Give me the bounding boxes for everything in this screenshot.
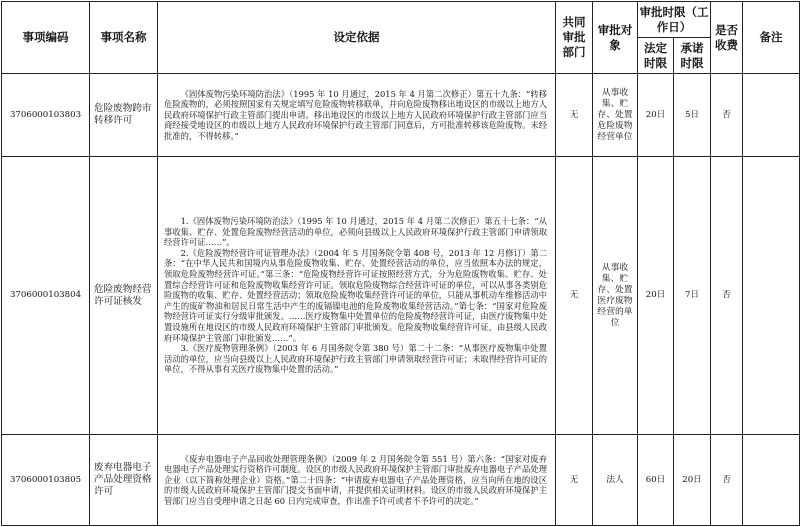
- row-code: 3706000103805: [2, 435, 90, 526]
- row-code: 3706000103804: [2, 157, 90, 435]
- header-joint-dept: 共同审批部门: [556, 2, 593, 74]
- row-remark: [743, 435, 800, 526]
- row-legal-limit: 20日: [638, 74, 674, 157]
- row-promised-limit: 7日: [674, 157, 711, 435]
- header-name: 事项名称: [90, 2, 158, 74]
- header-basis: 设定依据: [158, 2, 556, 74]
- approval-items-table: [1, 1, 800, 526]
- row-fee: 否: [711, 74, 743, 157]
- row-name: 危险废物经营许可证核发: [90, 157, 158, 435]
- header-time-limit: 审批时限（工作日）: [638, 2, 711, 38]
- row-basis: [158, 74, 556, 157]
- row-target: 法人: [593, 435, 638, 526]
- basis-paragraph: 《废弃电器电子产品回收处理管理条例》（2009 年 2 月国务院令第 551 号）第六条：“国家对废弃电器电子产品处理实行资格许可制度。设区的市级人民政府环境保护主管部门审批废弃电器电子产品处理企业（以下简称处理企业）资格。”第二十四条：“申请废弃电器电子产品处理资格，应当向所在地的设区的市级人民政府环境保护主管部门提交书面申请，并提供相关证明材料。设区的市级人民政府环境保护主管部门应当自受理申请之日起 60 日内完成审查，作出准予许可或者不予许可的决定。”: [164, 453, 547, 506]
- row-target: 从事收集、贮存、处置危险废物经营单位: [593, 74, 638, 157]
- header-code: 事项编码: [2, 2, 90, 74]
- header-legal-limit: 法定时限: [638, 38, 674, 74]
- row-remark: [743, 157, 800, 435]
- row-joint-dept: 无: [556, 74, 593, 157]
- basis-paragraph: 3.《医疗废物管理条例》（2003 年 6 月国务院令第 380 号）第二十二条：“从事医疗废物集中处置活动的单位，应当向县级以上人民政府环境保护行政主管部门申请领取经营许可证；未取得经营许可证的单位，不得从事有关医疗废物集中处置的活动。”: [164, 343, 547, 375]
- header-remark: 备注: [743, 2, 800, 74]
- row-joint-dept: 无: [556, 435, 593, 526]
- basis-paragraph: 1.《固体废物污染环境防治法》（1995 年 10 月通过，2015 年 4 月第二次修正）第五十七条：“从事收集、贮存、处置危险废物经营活动的单位，必须向县级以上人民政府环境保护行政主管部门申请领取经营许可证……”。: [164, 216, 547, 248]
- basis-paragraph: 2.《危险废物经营许可证管理办法》（2004 年 5 月国务院令第 408 号，2013 年 12 月修订）第二条：“在中华人民共和国境内从事危险废物收集、贮存、处置经营活动的单位，应当依照本办法的规定，领取危险废物经营许可证。”第三条：“危险废物经营许可证按照经营方式，分为危险废物收集、贮存、处置综合经营许可证和危险废物收集经营许可证。领取危险废物综合经营许可证的单位，可以从事各类别危险废物的收集、贮存、处置经营活动；领取危险废物收集经营许可证的单位，只能从事机动车维修活动中产生的废矿物油和居民日常生活中产生的废镉镍电池的危险废物收集经营活动。”第七条：“国家对危险废物经营许可证实行分级审批颁发。……医疗废物集中处置单位的危险废物经营许可证，由医疗废物集中处置设施所在地设区的市级人民政府环境保护主管部门审批颁发。危险废物收集经营许可证，由县级人民政府环境保护主管部门审批颁发……”。: [164, 247, 547, 343]
- row-basis: [158, 435, 556, 526]
- row-basis: [158, 157, 556, 435]
- row-legal-limit: 20日: [638, 157, 674, 435]
- header-promised-limit: 承诺时限: [674, 38, 711, 74]
- table-row: [2, 435, 800, 526]
- row-name: 废弃电器电子产品处理资格许可: [90, 435, 158, 526]
- row-fee: 否: [711, 435, 743, 526]
- row-promised-limit: 5日: [674, 74, 711, 157]
- table-row: [2, 74, 800, 157]
- table-row: [2, 157, 800, 435]
- row-joint-dept: 无: [556, 157, 593, 435]
- row-legal-limit: 60日: [638, 435, 674, 526]
- header-fee: 是否收费: [711, 2, 743, 74]
- row-name: 危险废物跨市转移许可: [90, 74, 158, 157]
- header-row-top: [2, 2, 800, 38]
- row-promised-limit: 20日: [674, 435, 711, 526]
- row-target: 从事收集、贮存、处置医疗废物经营的单位: [593, 157, 638, 435]
- row-code: 3706000103803: [2, 74, 90, 157]
- header-target: 审批对象: [593, 2, 638, 74]
- row-fee: 否: [711, 157, 743, 435]
- row-remark: [743, 74, 800, 157]
- basis-paragraph: 《固体废物污染环境防治法》（1995 年 10 月通过，2015 年 4 月第二次修正）第五十九条：“转移危险废物的，必须按照国家有关规定填写危险废物转移联单，并向危险废物移出地设区的市级以上地方人民政府环境保护行政主管部门提出申请。移出地设区的市级以上地方人民政府环境保护行政主管部门应当商经接受地设区的市级以上地方人民政府环境保护行政主管部门同意后，方可批准转移该危险废物。未经批准的，不得转移。”: [164, 88, 547, 141]
